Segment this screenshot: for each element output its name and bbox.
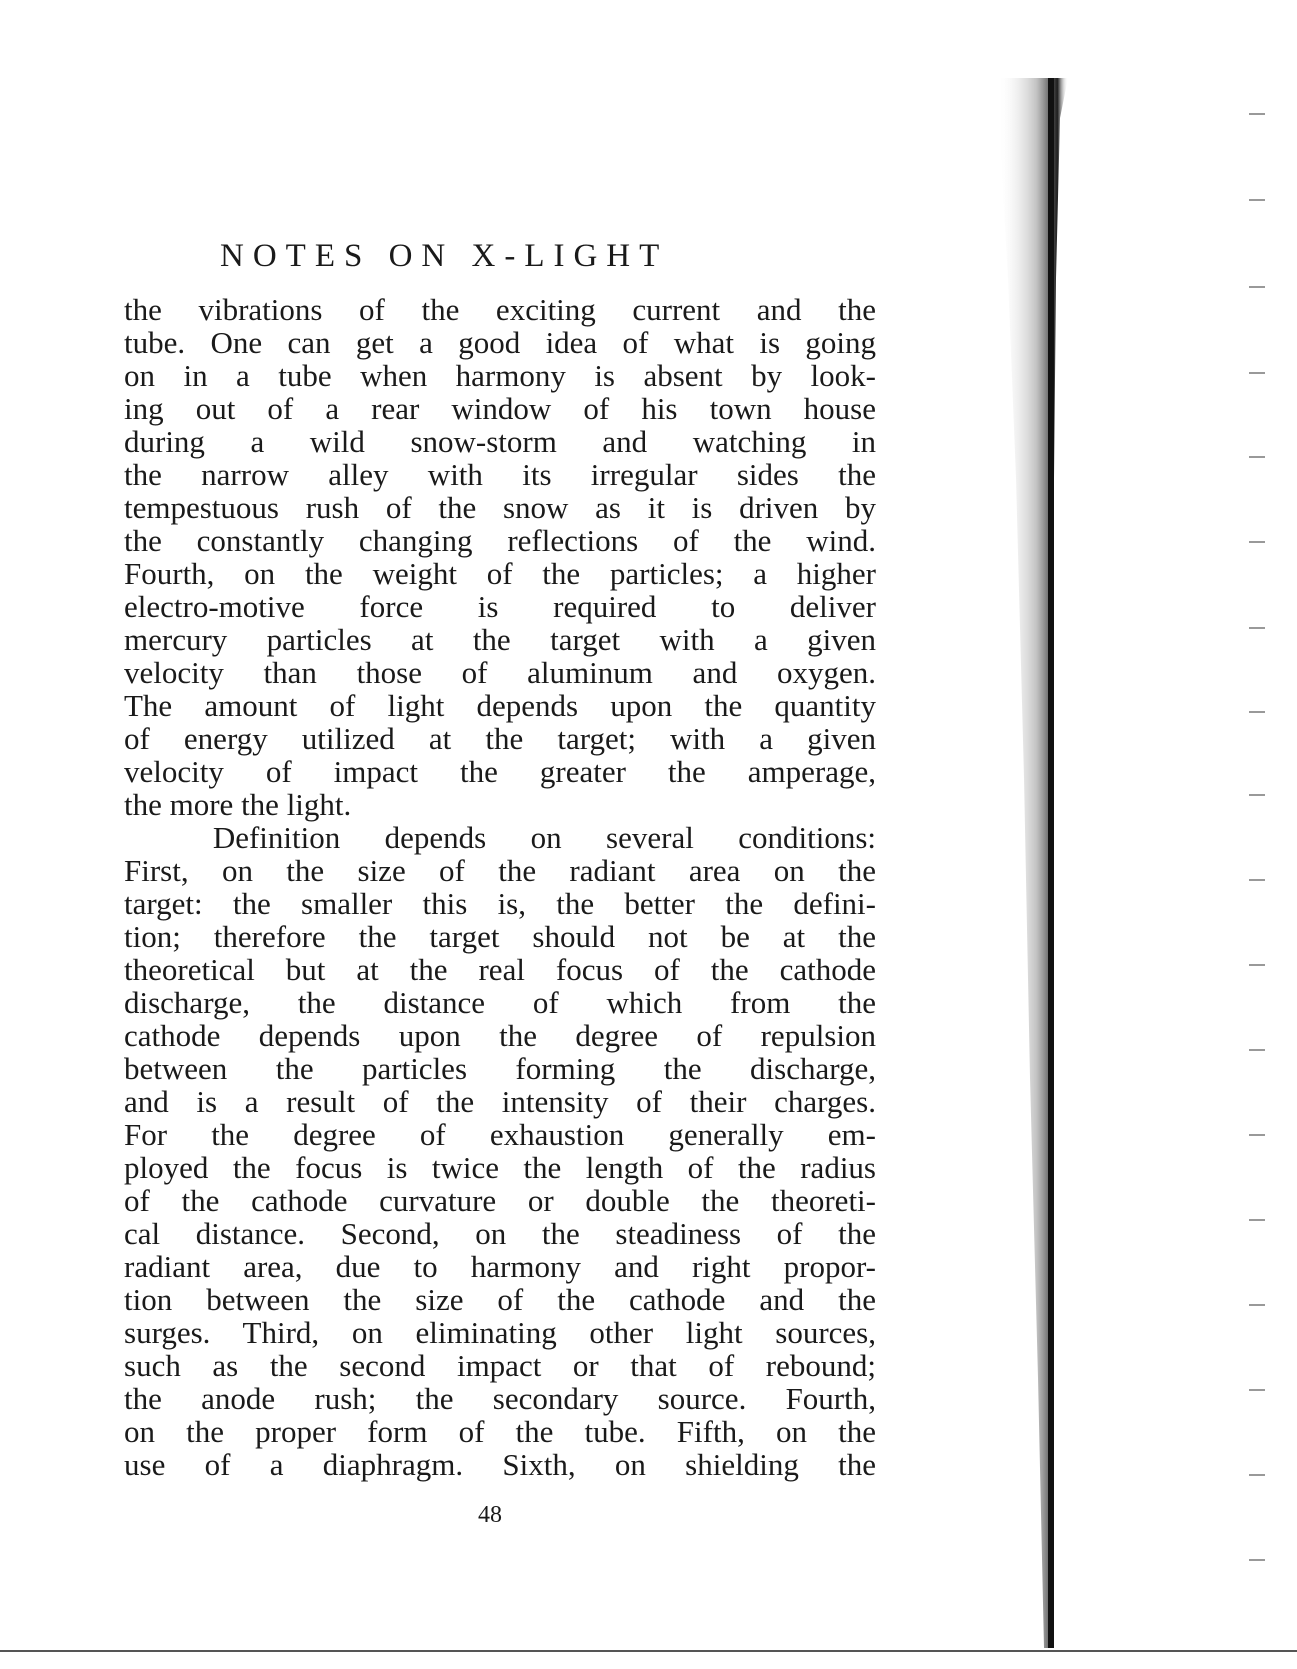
body-text: [124, 293, 876, 1481]
text-line: velocity of impact the greater the amperage,: [124, 754, 876, 789]
text-line: discharge, the distance of which from the: [124, 985, 876, 1020]
text-line: such as the second impact or that of rebound;: [124, 1348, 876, 1383]
text-line: First, on the size of the radiant area on the: [124, 853, 876, 888]
text-line: and is a result of the intensity of their charges.: [124, 1084, 876, 1119]
text-line: ing out of a rear window of his town house: [124, 391, 876, 426]
text-line: Fourth, on the weight of the particles; a higher: [124, 556, 876, 591]
scan-edge-marks: [1245, 0, 1275, 1664]
text-line: ployed the focus is twice the length of the radius: [124, 1150, 876, 1185]
text-line: cathode depends upon the degree of repulsion: [124, 1018, 876, 1053]
text-line: tion; therefore the target should not be at the: [124, 919, 876, 954]
text-line: on the proper form of the tube. Fifth, on the: [124, 1414, 876, 1449]
page-number: 48: [478, 1502, 502, 1528]
text-line: tube. One can get a good idea of what is going: [124, 325, 876, 360]
page-title: NOTES ON X-LIGHT: [220, 238, 669, 274]
text-line: cal distance. Second, on the steadiness of the: [124, 1216, 876, 1251]
text-line: between the particles forming the discharge,: [124, 1051, 876, 1086]
text-line: radiant area, due to harmony and right propor-: [124, 1249, 876, 1284]
text-line: the constantly changing reflections of the wind.: [124, 523, 876, 558]
text-line: target: the smaller this is, the better the defini-: [124, 886, 876, 921]
text-line: the narrow alley with its irregular sides the: [124, 457, 876, 492]
text-line: surges. Third, on eliminating other light sources,: [124, 1315, 876, 1350]
text-line: of energy utilized at the target; with a given: [124, 721, 876, 756]
text-line: The amount of light depends upon the quantity: [124, 688, 876, 723]
text-line: of the cathode curvature or double the theoreti-: [124, 1183, 876, 1218]
text-line: use of a diaphragm. Sixth, on shielding the: [124, 1447, 876, 1482]
text-line: electro-motive force is required to deliver: [124, 589, 876, 624]
binding-shadow: [990, 78, 1070, 1648]
text-line: theoretical but at the real focus of the cathode: [124, 952, 876, 987]
text-line: the anode rush; the secondary source. Fourth,: [124, 1381, 876, 1416]
text-line: the more the light.: [124, 787, 352, 822]
text-line: For the degree of exhaustion generally em-: [124, 1117, 876, 1152]
text-line: velocity than those of aluminum and oxygen.: [124, 655, 876, 690]
text-line: the vibrations of the exciting current and the: [124, 292, 876, 327]
text-line: on in a tube when harmony is absent by look-: [124, 358, 876, 393]
text-line: Definition depends on several conditions:: [124, 820, 876, 855]
text-line: during a wild snow-storm and watching in: [124, 424, 876, 459]
scan-bottom-edge: [0, 1650, 1297, 1652]
text-line: tion between the size of the cathode and the: [124, 1282, 876, 1317]
text-line: tempestuous rush of the snow as it is driven by: [124, 490, 876, 525]
text-line: mercury particles at the target with a given: [124, 622, 876, 657]
